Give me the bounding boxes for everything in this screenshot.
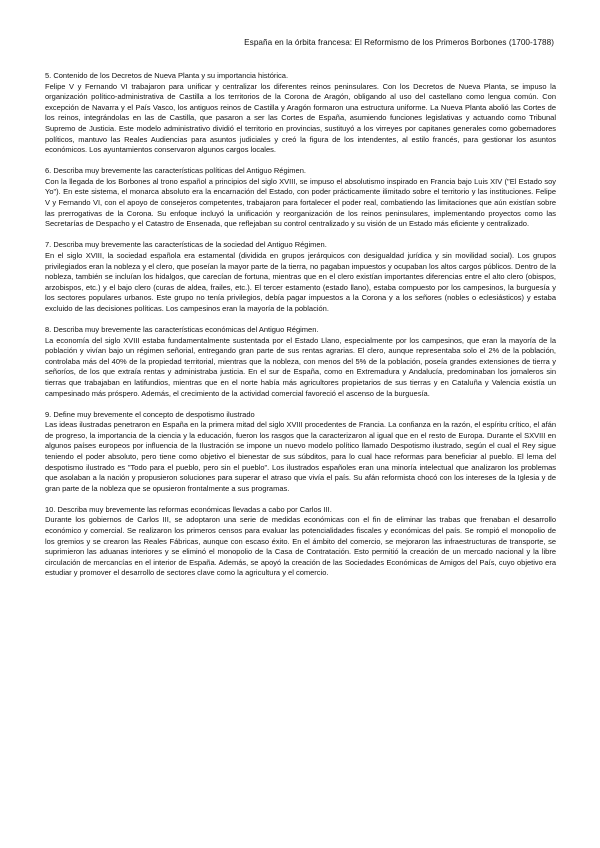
section-10 — [45, 505, 556, 579]
document-body — [45, 71, 556, 590]
question-heading: 8. Describa muy brevemente las características económicas del Antiguo Régimen. — [45, 324, 319, 334]
section-8 — [45, 325, 556, 399]
question-heading: 10. Describa muy brevemente las reformas económicas llevadas a cabo por Carlos III. — [45, 504, 332, 514]
question-heading: 6. Describa muy brevemente las características políticas del Antiguo Régimen. — [45, 166, 306, 176]
answer-paragraph: La economía del siglo XVIII estaba fundamentalmente sustentada por el Estado Llano, especialmente por los campesinos, que eran la mayoría de la población y vivían bajo un régimen señorial, entregando gran parte de sus rentas agrarias. El clero, aunque representaba solo el 2% de la población, controlaba más del 40% de la propiedad territorial, mientras que la nobleza, con menos del 5% de la población, poseía grandes extensiones de tierra y señoríos, de los que extraía rentas y administraba justicia. En el sur de España, como en Extremadura y Andalucía, predominaban los jornaleros sin tierras que trabajaban en latifundios, mientras que en el norte había más agricultores propietarios de sus tierras y en Cataluña y Valencia existía un campesinado más próspero. Además, el crecimiento de la actividad comercial favoreció el ascenso de la burguesía. — [45, 335, 556, 398]
section-6 — [45, 166, 556, 230]
page-header: España en la órbita francesa: El Reformismo de los Primeros Borbones (1700-1788) — [244, 38, 554, 47]
answer-paragraph: Las ideas ilustradas penetraron en España en la primera mitad del siglo XVIII procedentes de Francia. La confianza en la razón, el espíritu crítico, el afán de progreso, la importancia de la ciencia y la educación, fueron los rasgos que la caracterizaron al igual que en el resto de Europa. Durante el SXVIII en algunos países europeos por influencia de la Ilustración se impone un nuevo modelo político llamado Despotismo ilustrado, según el cual el Rey sigue teniendo el poder absoluto, pero tiene como objetivo el bienestar de sus súbditos, para lo cual hace reformas para beneficiar al pueblo. El lema del despotismo ilustrado es "Todo para el pueblo, pero sin el pueblo". Los ilustrados españoles eran una minoría intelectual que analizaron los problemas que asolaban a la nación y propusieron soluciones para superar el atraso que vivía el país. Su afán reformista chocó con los intereses de la Iglesia y de gran parte de la nobleza que se opusieron frontalmente a sus programas. — [45, 420, 556, 493]
answer-paragraph: Felipe V y Fernando VI trabajaron para unificar y centralizar los diferentes reinos peninsulares. Con los Decretos de Nueva Planta, se impuso la organización político-administrativa de Castilla a los territorios de la Corona de Aragón, obligando al uso del castellano como lengua común. Con excepción de Navarra y el País Vasco, los antiguos reinos de Castilla y Aragón formaron una estructura uniforme. La Nueva Planta abolió las Cortes de los reinos, integrándolas en las de Castilla, que pasaron a ser las Cortes de España, asumiendo funciones legislativas y actuando como Tribunal Supremo de Justicia. Este modelo administrativo dividió el territorio en provincias, sustituyó a los virreyes por capitanes generales como gobernadores políticos, mantuvo las Reales Audiencias para asuntos judiciales y creó la figura de los intendentes, al estilo francés, para gestionar los asuntos económicos. Los ayuntamientos conservaron algunos cargos locales. — [45, 81, 556, 155]
section-9 — [45, 410, 556, 495]
section-7 — [45, 240, 556, 314]
answer-paragraph: En el siglo XVIII, la sociedad española era estamental (dividida en grupos jerárquicos con desigualdad jurídica y sin movilidad social). Los grupos privilegiados eran la nobleza y el clero, que poseían la mayor parte de la tierra, no pagaban impuestos y ocupaban los altos cargos públicos. Dentro de la nobleza, también se incluían los hidalgos, que carecían de fortuna, mientras que en el clero existían importantes diferencias entre el alto clero (obispos, arzobispos, etc.) y el bajo clero (curas de aldea, frailes, etc.). El tercer estamento (estado llano), estaba compuesto por los campesinos, la burguesía y los sectores populares urbanos. Este grupo no tenía privilegios, debía pagar impuestos a la Corona y a los señores (nobles o eclesiásticos) y estaba excluido de las decisiones políticas. Los campesinos eran la mayoría de la población. — [45, 250, 556, 313]
question-heading: 9. Define muy brevemente el concepto de despotismo ilustrado — [45, 409, 255, 419]
question-heading: 5. Contenido de los Decretos de Nueva Planta y su importancia histórica. — [45, 71, 289, 80]
answer-paragraph: Durante los gobiernos de Carlos III, se adoptaron una serie de medidas económicas con el fin de eliminar las trabas que frenaban el desarrollo económico y comercial. Se realizaron los primeros censos para evaluar las potencialidades fiscales y económicas del país. Se rompió el monopolio de los gremios y se crearon las Reales Fábricas, aunque con escaso éxito. En el ámbito del comercio, se mejoraron las infraestructuras de transporte, se suprimieron las aduanas interiores y se eliminó el monopolio de la Casa de Contratación. Esto permitió la creación de un mercado nacional y la libre circulación de mercancías en el interior de España. Además, se apoyó la creación de las Sociedades Económicas de Amigos del País, cuyo objetivo era estudiar y promover el desarrollo de sectores clave como la agricultura y el comercio. — [45, 515, 556, 578]
section-5 — [45, 71, 556, 156]
answer-paragraph: Con la llegada de los Borbones al trono español a principios del siglo XVIII, se impuso el absolutismo inspirado en Francia bajo Luis XIV ("El Estado soy Yo"). En este sistema, el monarca absoluto era la encarnación del Estado, con poder prácticamente ilimitado sobre el territorio y las instituciones. Felipe V y Fernando VI, con el apoyo de consejeros competentes, trabajaron para fortalecer el poder real, combatiendo las limitaciones que aún existían sobre las prerrogativas de la Corona. Su enfoque incluyó la unificación y reorganización de los reinos peninsulares, implementando proyectos como las Secretarías de Despacho y el Catastro de Ensenada, que reflejaban su control centralizado y su visión de un Estado más eficiente y centralizado. — [45, 176, 556, 229]
question-heading: 7. Describa muy brevemente las características de la sociedad del Antiguo Régimen. — [45, 240, 327, 250]
